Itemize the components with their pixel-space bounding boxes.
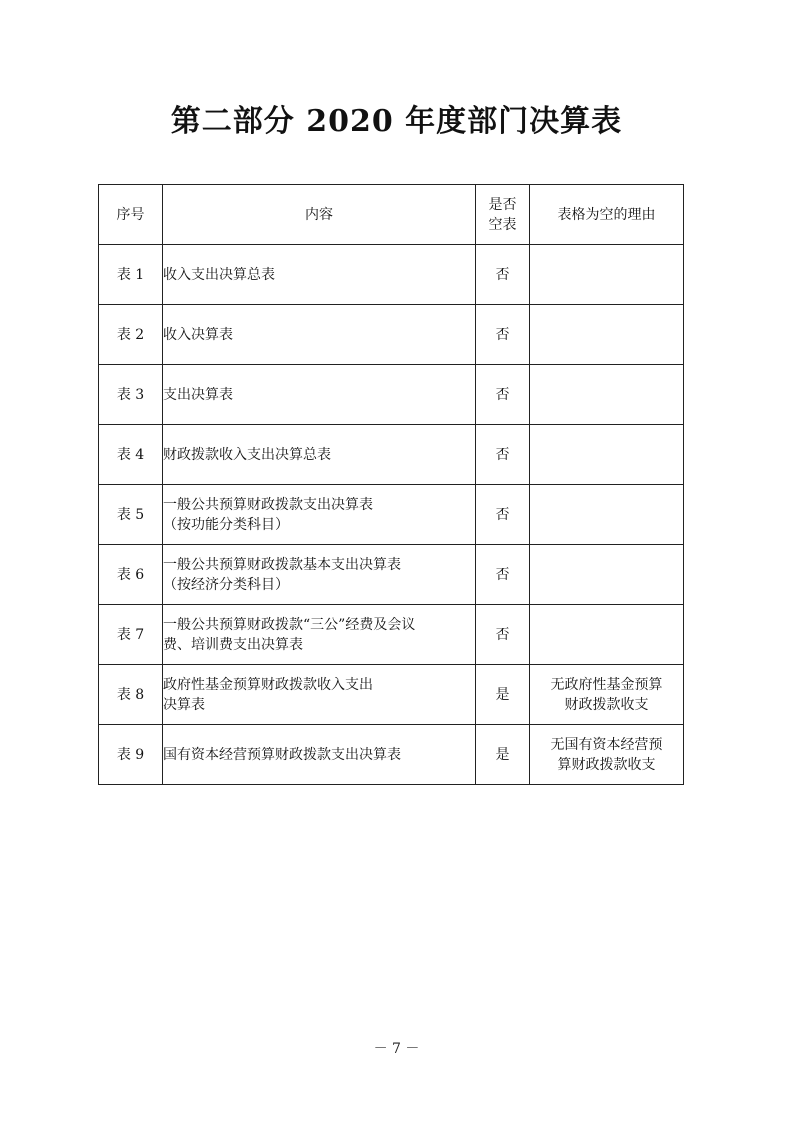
row-reason — [530, 485, 684, 545]
row-seq: 表 7 — [99, 605, 163, 665]
report-table — [98, 184, 684, 785]
row-seq: 表 3 — [99, 365, 163, 425]
table-row — [99, 485, 684, 545]
table-row — [99, 365, 684, 425]
header-seq: 序号 — [99, 185, 163, 245]
row-is-empty: 否 — [476, 545, 530, 605]
row-is-empty: 否 — [476, 425, 530, 485]
header-is-empty: 是否 空表 — [476, 185, 530, 245]
table-row — [99, 665, 684, 725]
row-reason — [530, 605, 684, 665]
row-content: 一般公共预算财政拨款支出决算表 （按功能分类科目） — [163, 485, 476, 545]
row-content: 一般公共预算财政拨款“三公”经费及会议 费、培训费支出决算表 — [163, 605, 476, 665]
row-content: 支出决算表 — [163, 365, 476, 425]
row-reason: 无政府性基金预算 财政拨款收支 — [530, 665, 684, 725]
table-row — [99, 425, 684, 485]
row-reason — [530, 425, 684, 485]
table-row — [99, 725, 684, 785]
row-content: 国有资本经营预算财政拨款支出决算表 — [163, 725, 476, 785]
row-is-empty: 否 — [476, 245, 530, 305]
table-row — [99, 605, 684, 665]
row-is-empty: 否 — [476, 485, 530, 545]
page-number: － 7 － — [373, 1041, 420, 1057]
row-seq: 表 2 — [99, 305, 163, 365]
row-is-empty: 否 — [476, 305, 530, 365]
row-reason — [530, 245, 684, 305]
row-seq: 表 6 — [99, 545, 163, 605]
header-content: 内容 — [163, 185, 476, 245]
row-is-empty: 否 — [476, 605, 530, 665]
row-content: 政府性基金预算财政拨款收入支出 决算表 — [163, 665, 476, 725]
row-seq: 表 4 — [99, 425, 163, 485]
row-reason — [530, 545, 684, 605]
table-row — [99, 245, 684, 305]
page-title: 第二部分 2020 年度部门决算表 — [170, 104, 623, 139]
row-content: 收入支出决算总表 — [163, 245, 476, 305]
row-seq: 表 9 — [99, 725, 163, 785]
table-header-row — [99, 185, 684, 245]
row-content: 一般公共预算财政拨款基本支出决算表 （按经济分类科目） — [163, 545, 476, 605]
table-row — [99, 545, 684, 605]
row-reason: 无国有资本经营预 算财政拨款收支 — [530, 725, 684, 785]
row-seq: 表 8 — [99, 665, 163, 725]
row-seq: 表 1 — [99, 245, 163, 305]
header-reason: 表格为空的理由 — [530, 185, 684, 245]
row-content: 收入决算表 — [163, 305, 476, 365]
row-content: 财政拨款收入支出决算总表 — [163, 425, 476, 485]
row-seq: 表 5 — [99, 485, 163, 545]
row-reason — [530, 305, 684, 365]
row-is-empty: 是 — [476, 725, 530, 785]
row-is-empty: 是 — [476, 665, 530, 725]
row-is-empty: 否 — [476, 365, 530, 425]
table-row — [99, 305, 684, 365]
row-reason — [530, 365, 684, 425]
